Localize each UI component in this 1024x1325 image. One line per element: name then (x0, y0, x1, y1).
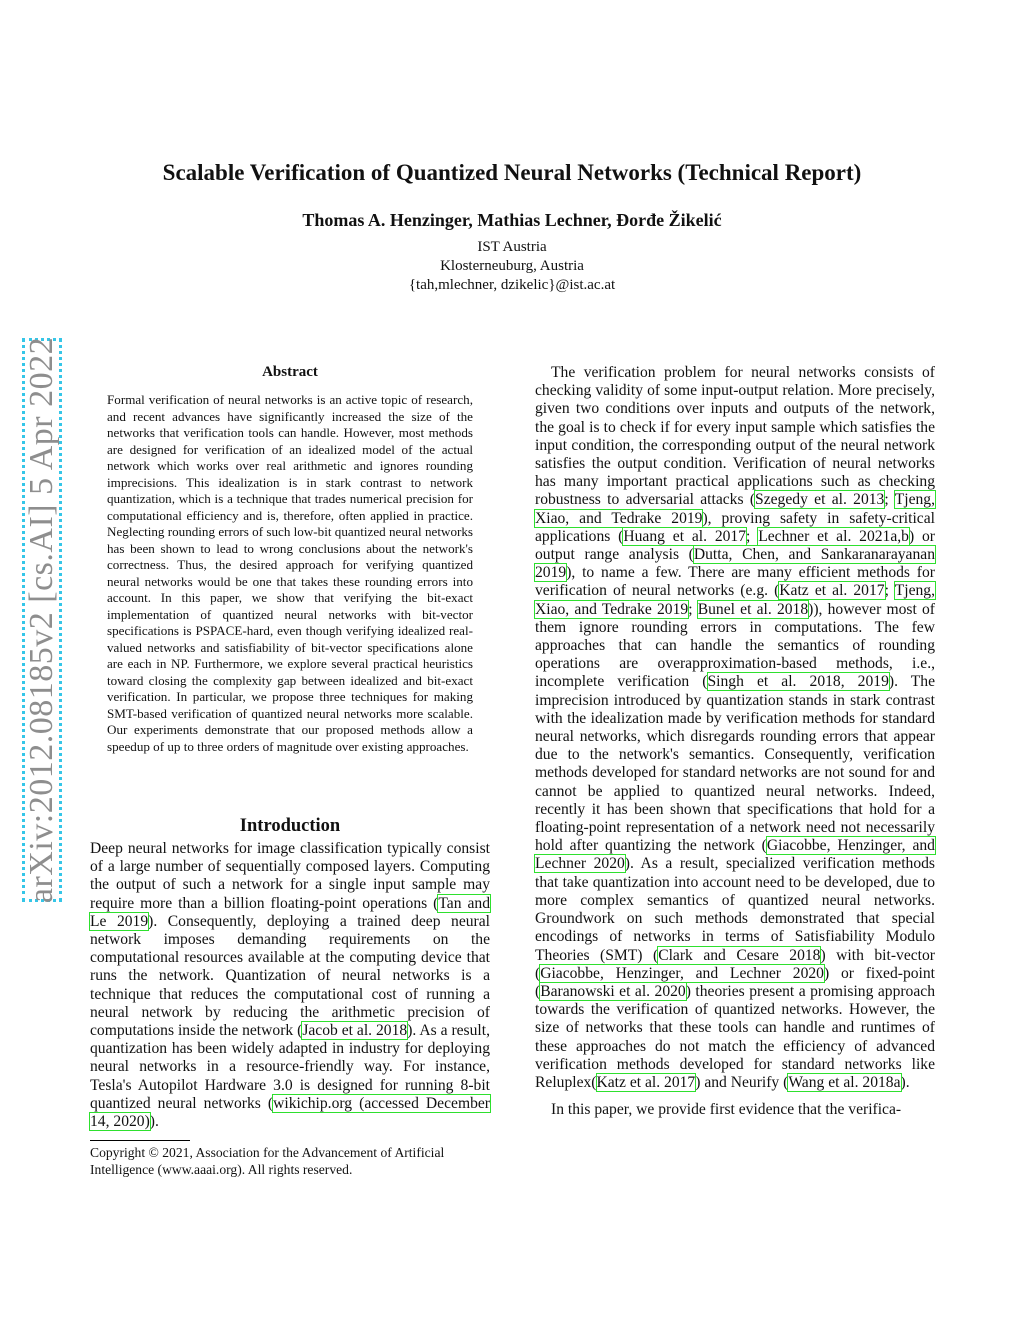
citation-link[interactable]: Tjeng, Xiao, and Tedrake 2019 (535, 491, 935, 527)
right-column (535, 364, 935, 1119)
citation-link[interactable]: Jacob et al. 2018 (302, 1022, 408, 1040)
citation-link[interactable]: Huang et al. 2017 (623, 527, 747, 545)
paper-title: Scalable Verification of Quantized Neural Networks (Technical Report) (162, 160, 862, 185)
copyright-footnote: Copyright © 2021, Association for the Advancement of Artificial Intelligence (www.aaai.org). All rights reserved. (90, 1145, 445, 1177)
citation-link[interactable]: Giacobbe, Henzinger, and Lechner 2020 (535, 837, 935, 873)
citation-link[interactable]: Lechner et al. 2021a,b (758, 527, 909, 545)
citation-link[interactable]: Szegedy et al. 2013 (755, 491, 885, 509)
introduction-column (90, 840, 490, 1131)
introduction-heading: Introduction (239, 816, 341, 836)
citation-link[interactable]: Baranowski et al. 2020 (540, 982, 686, 1000)
citation-link[interactable]: Wang et al. 2018a (788, 1073, 901, 1091)
affiliation-institution: IST Austria (477, 239, 547, 255)
citation-link[interactable]: Singh et al. 2018, 2019 (707, 673, 889, 691)
citation-link[interactable]: Tjeng, Xiao, and Tedrake 2019 (535, 582, 935, 618)
citation-link[interactable]: Dutta, Chen, and Sankaranarayanan 2019 (535, 546, 935, 582)
citation-link[interactable]: Katz et al. 2017 (779, 582, 885, 600)
abstract-body: Formal verification of neural networks is an active topic of research, and recent advances have significantly increased the size of the networks that verification tools can handle. However, most methods are designed for verification of an idealized model of the actual network which works over real arithmetic and ignores rounding imprecisions. This idealization is in stark contrast to network quantization, which is a technique that trades numerical precision for computational efficiency and is, therefore, often applied in practice. Neglecting rounding errors of such low-bit quantized neural networks has been shown to lead to wrong conclusions about the network's correctness. Thus, the desired approach for verifying quantized neural networks would be one that takes these rounding errors into account. In this paper, we show that verifying the bit-exact implementation of quantized neural networks with bit-vector specifications is PSPACE-hard, even though verifying idealized real-valued networks and satisfiability of bit-vector specifications alone are each in NP. Furthermore, we explore several practical heuristics toward closing the complexity gap between idealized and bit-exact verification. In particular, we propose three techniques for making SMT-based verification of quantized neural networks more scalable. Our experiments demonstrate that our proposed methods allow a speedup of up to three orders of magnitude over existing approaches. (107, 392, 473, 754)
arxiv-identifier[interactable]: arXiv:2012.08185v2 [cs.AI] 5 Apr 2022 (23, 336, 60, 904)
citation-link[interactable]: Giacobbe, Henzinger, and Lechner 2020 (540, 964, 824, 982)
citation-link[interactable]: wikichip.org (accessed December 14, 2020) (90, 1094, 490, 1131)
affiliation-location: Klosterneuburg, Austria (440, 258, 584, 274)
citation-link[interactable]: Tan and Le 2019 (90, 894, 490, 930)
citation-link[interactable]: Katz et al. 2017 (596, 1073, 696, 1091)
citation-link[interactable]: Bunel et al. 2018 (697, 600, 809, 618)
contribution-paragraph: In this paper, we provide first evidence that the verifica- (551, 1101, 902, 1119)
citation-link[interactable]: Clark and Cesare 2018 (658, 946, 821, 964)
affiliation-emails: {tah,mlechner, dzikelic}@ist.ac.at (408, 277, 616, 293)
paper-authors: Thomas A. Henzinger, Mathias Lechner, Đorđe Žikelić (302, 210, 722, 230)
abstract-heading: Abstract (262, 364, 318, 380)
footnote-divider (90, 1140, 190, 1141)
introduction-paragraph: Deep neural networks for image classification typically consist of a large number of sequentially composed layers. Computing the output of such a network for a single input sample may require more than a billion floating-point operations (Tan and Le 2019). Consequently, deploying a trained deep neural network imposes demanding requirements on the computational resources available at the computing device that runs the network. Quantization of neural networks is a technique that reduces the computational cost of running a neural network by reducing the arithmetic precision of computations inside the network (Jacob et al. 2018). As a result, quantization has been widely adapted in industry for deploying neural networks in a resource-friendly way. For instance, Tesla's Autopilot Hardware 3.0 is designed for running 8-bit quantized neural networks (wikichip.org (accessed December 14, 2020)). (90, 840, 490, 1131)
verification-paragraph: The verification problem for neural networks consists of checking validity of some input-output relation. More precisely, given two conditions over inputs and outputs of the network, the goal is to check if for every input sample which satisfies the input condition, the corresponding output of the neural network satisfies the output condition. Verification of neural networks has many important practical applications such as checking robustness to adversarial attacks (Szegedy et al. 2013; Tjeng, Xiao, and Tedrake 2019), proving safety in safety-critical applications (Huang et al. 2017; Lechner et al. 2021a,b) or output range analysis (Dutta, Chen, and Sankaranarayanan 2019), to name a few. There are many efficient methods for verification of neural networks (e.g. (Katz et al. 2017; Tjeng, Xiao, and Tedrake 2019; Bunel et al. 2018)), however most of them ignore rounding errors in computations. The few approaches that can handle the semantics of rounding operations are overapproximation-based methods, i.e., incomplete verification (Singh et al. 2018, 2019). The imprecision introduced by quantization stands in stark contrast with the idealization made by verification methods for standard neural networks, which disregards rounding errors that appear due to the network's semantics. Consequently, verification methods developed for standard networks are not sound for and cannot be applied to quantized neural networks. Indeed, recently it has been shown that specifications that hold for a floating-point representation of a network need not necessarily hold after quantizing the network (Giacobbe, Henzinger, and Lechner 2020). As a result, specialized verification methods that take quantization into account need to be developed, due to more complex semantics of quantized neural networks. Groundwork on such methods demonstrated that special encodings of networks in terms of Satisfiability Modulo Theories (SMT) (Clark and Cesare 2018) with bit-vector (Giacobbe, Henzinger, and Lechner 2020) or fixed-point (Baranowski et al. 2020) theories present a promising approach towards the verification of quantized networks. However, the size of networks that these tools can handle and runtimes of these approaches do not match the efficiency of advanced verification methods developed for standard networks like Reluplex(Katz et al. 2017) and Neurify (Wang et al. 2018a). (535, 364, 936, 1091)
